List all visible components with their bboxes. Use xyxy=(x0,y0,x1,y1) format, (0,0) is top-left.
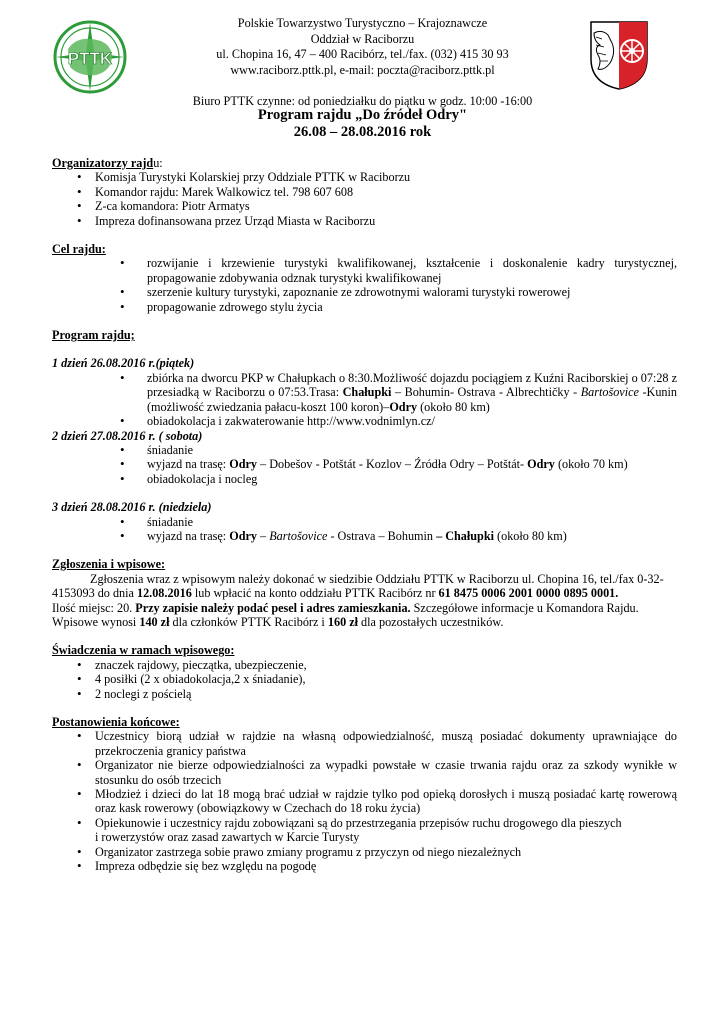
program-heading: Program rajdu; xyxy=(52,328,135,343)
list-item: • Opiekunowie i uczestnicy rajdu zobowiązani są do przestrzegania przepisów ruchu drogowego dla pieszych i rowerzystów oraz zasad zawartych w Karcie Turysty xyxy=(52,816,677,845)
list-item: • śniadanie xyxy=(52,515,677,529)
list-item: • propagowanie zdrowego stylu życia xyxy=(52,300,677,314)
list-item: • Organizator zastrzega sobie prawo zmiany programu z przyczyn od niego niezależnych xyxy=(52,845,677,859)
office-hours: Biuro PTTK czynne: od poniedziałku do piątku w godz. 10:00 -16:00 xyxy=(192,94,533,108)
list-item: • Młodzież i dzieci do lat 18 mogą brać udział w rajdzie tylko pod opieką dorosłych i muszą posiadać kartę rowerową oraz kask rowerowy (obowiązkowy w Czechach do 18 roku życia) xyxy=(52,787,677,816)
svg-text:PTTK: PTTK xyxy=(67,49,113,68)
list-item: • rozwijanie i krzewienie turystyki kwalifikowanej, kształcenie i doskonalenie kadry turystycznej, propagowanie zdobywania odznak turystyki kwalifikowanej xyxy=(52,256,677,285)
list-item: • Komandor rajdu: Marek Walkowicz tel. 798 607 608 xyxy=(52,185,677,199)
org-name: Polskie Towarzystwo Turystyczno – Krajoznawcze xyxy=(237,16,488,30)
list-item: • szerzenie kultury turystyki, zapoznanie ze zdrowotnymi walorami turystyki rowerowej xyxy=(52,285,677,299)
list-item: • 2 noclegi z pościelą xyxy=(52,687,677,701)
list-item: • 4 posiłki (2 x obiadokolacja,2 x śniadanie), xyxy=(52,672,677,686)
registration-places: Ilość miejsc: 20. Przy zapisie należy podać pesel i adres zamieszkania. Szczegółowe informacje u Komandora Rajdu. xyxy=(52,600,639,615)
title-dates: 26.08 – 28.08.2016 rok xyxy=(293,124,432,140)
organizers-heading: Organizatorzy rajdu: xyxy=(52,156,163,170)
day3-label: 3 dzień 28.08.2016 r. (niedziela) xyxy=(52,500,212,515)
org-web-email: www.raciborz.pttk.pl, e-mail: poczta@raciborz.pttk.pl xyxy=(230,62,495,77)
list-item: • Uczestnicy biorą udział w rajdzie na własną odpowiedzialność, muszą posiadać dokumenty uprawniające do przekroczenia granicy państwa xyxy=(52,729,677,758)
list-item: • zbiórka na dworcu PKP w Chałupkach o 8:30.Możliwość dojazdu pociągiem z Kuźni Raciborskiej o 07:28 z przesiadką w Raciborzu o 07:53.Trasa: Chałupki – Bohumin- Ostrava - Albrechtičky - Bartošovice -Kunin (możliwość zwiedzania pałacu-koszt 100 koron)–Odry (około 80 km) xyxy=(52,371,677,414)
goal-list xyxy=(52,256,677,314)
letterhead xyxy=(0,16,725,78)
list-item: • wyjazd na trasę: Odry – Bartošovice - Ostrava – Bohumin – Chałupki (około 80 km) xyxy=(52,529,677,543)
day1-list xyxy=(52,371,677,429)
registration-paragraph: Zgłoszenia wraz z wpisowym należy dokonać w siedzibie Oddziału PTTK w Raciborzu ul. Chopina 16, tel./fax 0-32-4153093 do dnia 12.08.2016 lub wpłacić na konto oddziału PTTK Racibórz nr 61 8475 0006 2001 0000 0895 0001. xyxy=(52,571,664,601)
registration-heading: Zgłoszenia i wpisowe: xyxy=(52,557,166,572)
list-item: • Organizator nie bierze odpowiedzialności za wypadki powstałe w czasie trwania rajdu oraz za szkody wynikłe w stosunku do osób trzecich xyxy=(52,758,677,787)
day2-label: 2 dzień 27.08.2016 r. ( sobota) xyxy=(52,428,203,443)
day1-label: 1 dzień 26.08.2016 r.(piątek) xyxy=(52,356,195,371)
list-item: • Komisja Turystyki Kolarskiej przy Oddziale PTTK w Raciborzu xyxy=(52,170,677,184)
list-item: • znaczek rajdowy, pieczątka, ubezpieczenie, xyxy=(52,658,677,672)
organizers-list xyxy=(52,170,677,228)
benefits-heading: Świadczenia w ramach wpisowego: xyxy=(52,643,235,658)
final-list xyxy=(52,729,677,873)
list-item: • wyjazd na trasę: Odry – Dobešov - Potštát - Kozlov – Źródła Odry – Potštát- Odry (około 70 km) xyxy=(52,457,677,471)
goal-heading: Cel rajdu: xyxy=(52,242,106,257)
document-body xyxy=(52,156,677,873)
day3-list xyxy=(52,515,677,544)
list-item: • obiadokolacja i nocleg xyxy=(52,472,677,486)
final-heading: Postanowienia końcowe: xyxy=(52,715,180,729)
list-item: • Z-ca komandora: Piotr Armatys xyxy=(52,199,677,213)
list-item: • śniadanie xyxy=(52,443,677,457)
list-item: • obiadokolacja i zakwaterowanie http://www.vodnimlyn.cz/ xyxy=(52,414,677,428)
benefits-list xyxy=(52,658,677,701)
list-item: • Impreza dofinansowana przez Urząd Miasta w Raciborzu xyxy=(52,214,677,228)
day2-list xyxy=(52,443,677,486)
registration-fee: Wpisowe wynosi 140 zł dla członków PTTK Racibórz i 160 zł dla pozostałych uczestników. xyxy=(52,614,504,629)
title-text: Program rajdu „Do źródeł Odry" xyxy=(257,107,468,123)
org-address: ul. Chopina 16, 47 – 400 Racibórz, tel./fax. (032) 415 30 93 xyxy=(216,47,509,61)
document-title xyxy=(0,107,725,141)
list-item: • Impreza odbędzie się bez względu na pogodę xyxy=(52,859,677,873)
branch-name: Oddział w Raciborzu xyxy=(310,31,415,46)
